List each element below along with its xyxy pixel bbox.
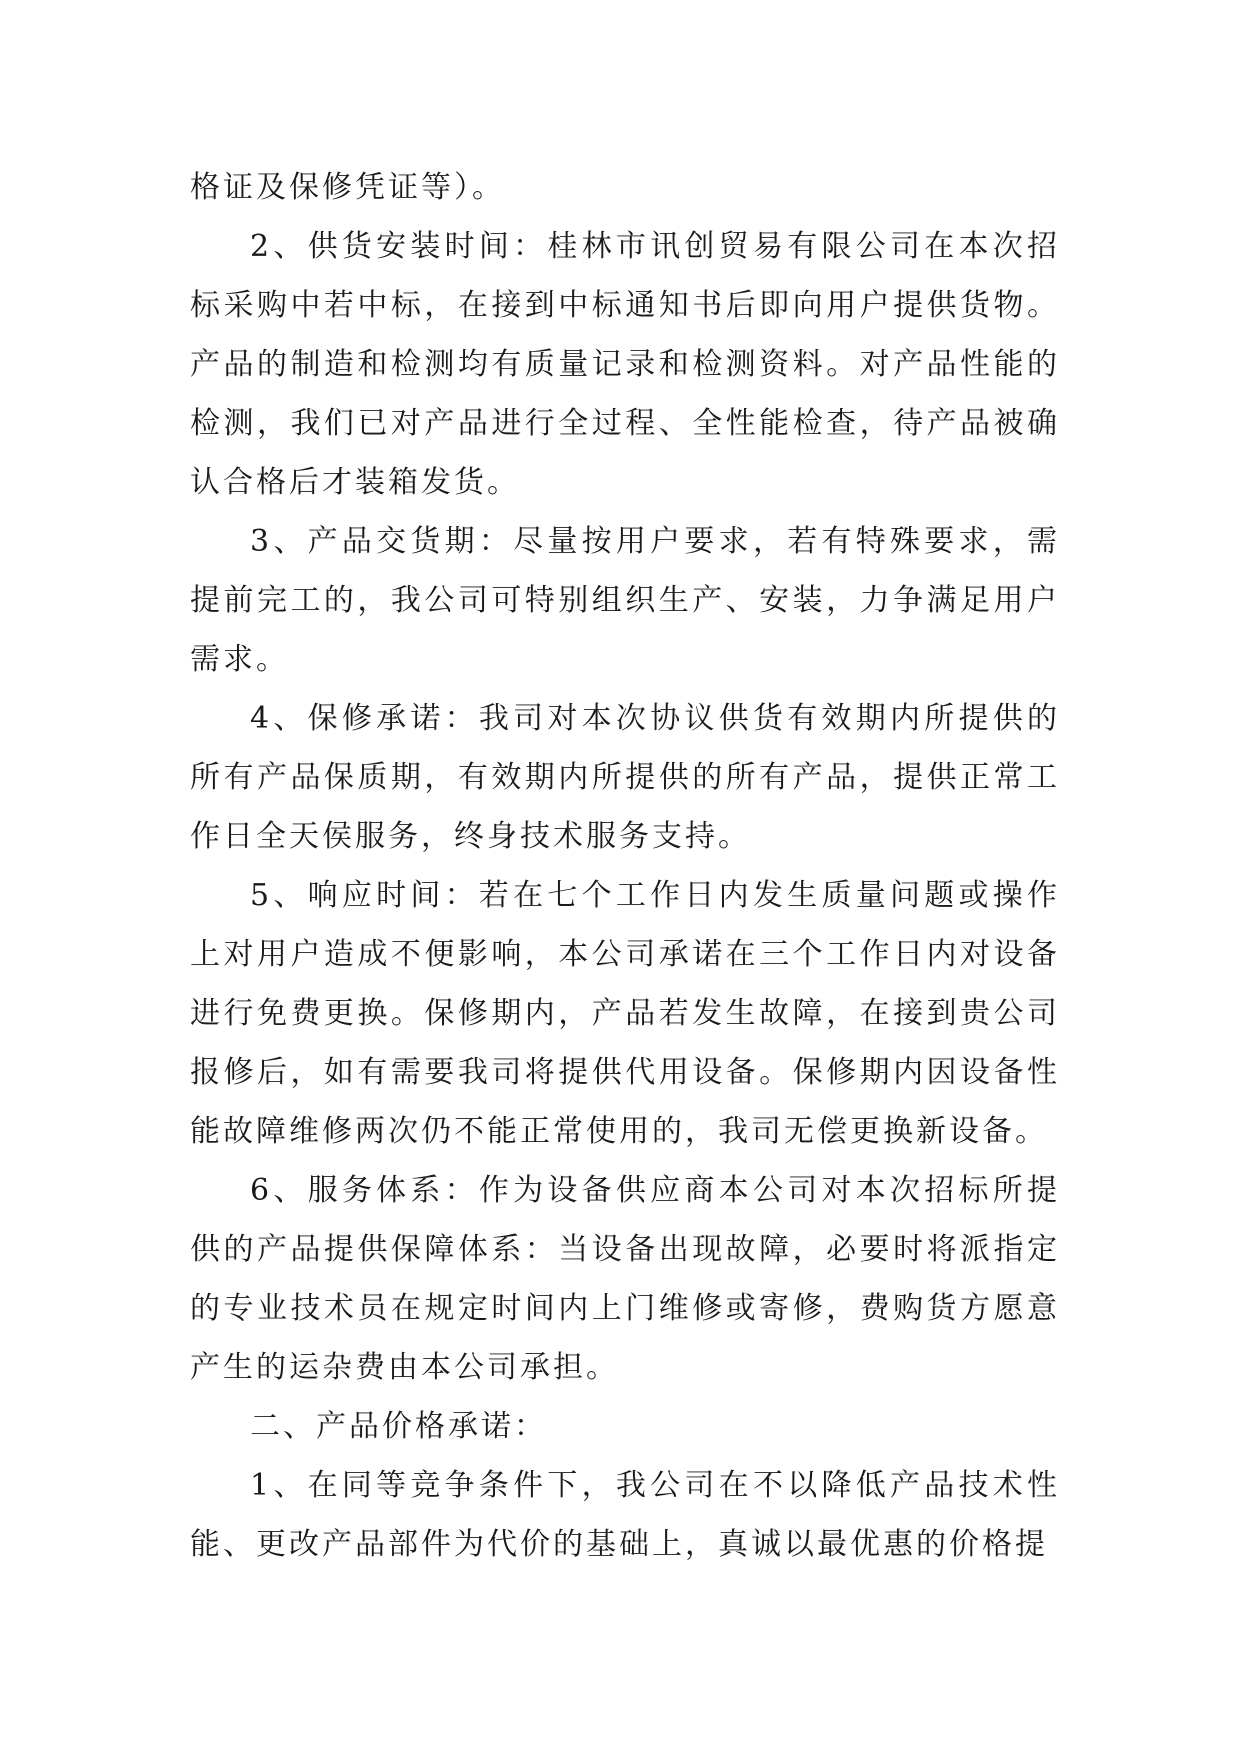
section-heading-price-commitment: 二、产品价格承诺：: [250, 1409, 547, 1444]
paragraph-delivery-installation-time: 2、供货安装时间：桂林市讯创贸易有限公司在本次招标采购中若中标，在接到中标通知书后即向用户提供货物。产品的制造和检测均有质量记录和检测资料。对产品性能的检测，我们已对产品进行全过程、全性能检查，待产品被确认合格后才装箱发货。: [190, 229, 1060, 500]
paragraph-delivery-period: 3、产品交货期：尽量按用户要求，若有特殊要求，需提前完工的，我公司可特别组织生产、安装，力争满足用户需求。: [190, 524, 1060, 677]
paragraph-warranty-cert-continued: 格证及保修凭证等）。: [190, 170, 505, 205]
paragraph-price-commitment-1: 1、在同等竞争条件下，我公司在不以降低产品技术性能、更改产品部件为代价的基础上，真诚以最优惠的价格提: [190, 1468, 1060, 1562]
paragraph-service-system: 6、服务体系：作为设备供应商本公司对本次招标所提供的产品提供保障体系：当设备出现故障，必要时将派指定的专业技术员在规定时间内上门维修或寄修，费购货方愿意产生的运杂费由本公司承担。: [190, 1173, 1060, 1385]
paragraph-warranty-commitment: 4、保修承诺：我司对本次协议供货有效期内所提供的所有产品保质期，有效期内所提供的所有产品，提供正常工作日全天侯服务，终身技术服务支持。: [190, 701, 1060, 854]
document-body: [190, 158, 1060, 1574]
paragraph-response-time: 5、响应时间：若在七个工作日内发生质量问题或操作上对用户造成不便影响，本公司承诺在三个工作日内对设备进行免费更换。保修期内，产品若发生故障，在接到贵公司报修后，如有需要我司将提供代用设备。保修期内因设备性能故障维修两次仍不能正常使用的，我司无偿更换新设备。: [190, 878, 1060, 1149]
